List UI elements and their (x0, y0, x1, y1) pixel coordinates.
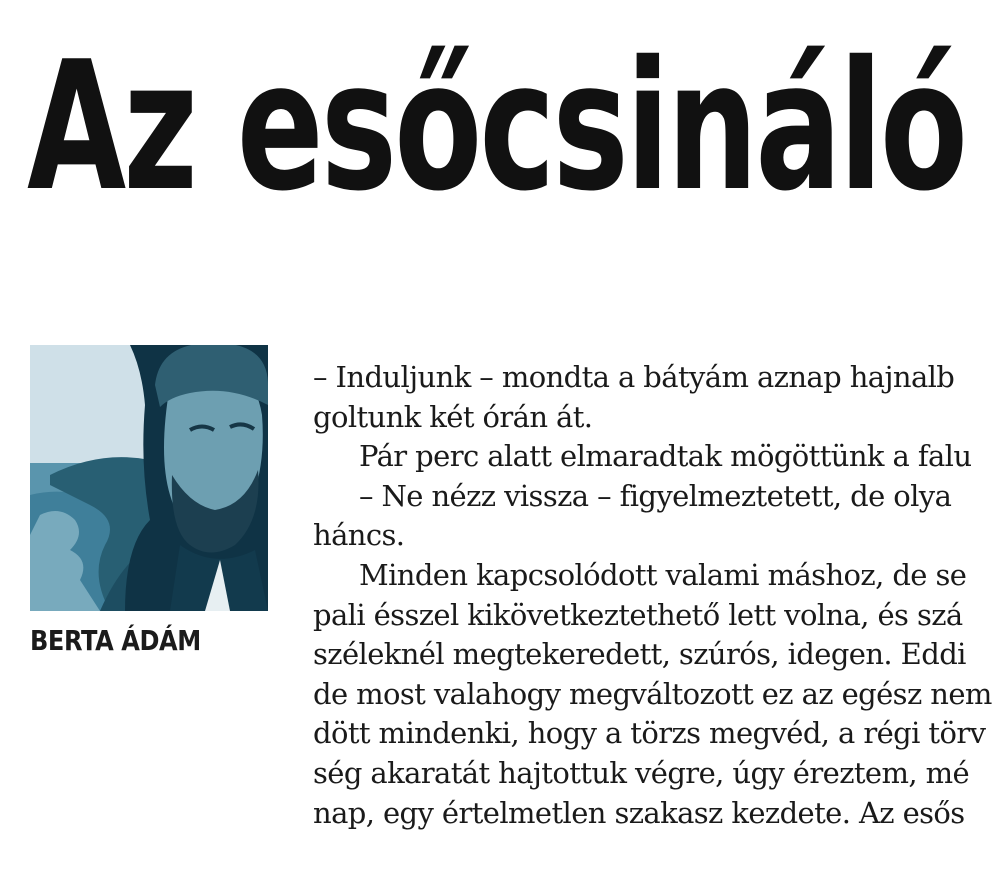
article-body (313, 358, 1000, 833)
article-line: goltunk két órán át. (313, 399, 593, 434)
headline: Az esőcsináló (27, 23, 966, 230)
article-line: háncs. (313, 518, 405, 553)
article-line: – Ne nézz vissza – figyelmeztetett, de olya (359, 478, 952, 513)
article-line: pali ésszel kikövetkeztethető lett volna, és szá (313, 597, 963, 632)
article-line: – Induljunk – mondta a bátyám aznap hajnalb (313, 360, 955, 394)
author-photo (30, 345, 268, 611)
article-line: de most valahogy megváltozott ez az egész nem (313, 676, 992, 711)
article-line: Pár perc alatt elmaradtak mögöttünk a falu (359, 439, 972, 474)
author-name: BERTA ÁDÁM (30, 624, 201, 657)
article-line: Minden kapcsolódott valami máshoz, de se (359, 557, 967, 592)
article-line: széleknél megtekeredett, szúrós, idegen. Eddi (313, 637, 966, 672)
article-line: nap, egy értelmetlen szakasz kezdete. Az esős (313, 795, 965, 830)
article-line: dött mindenki, hogy a törzs megvéd, a régi törv (313, 716, 986, 751)
article-line: ség akaratát hajtottuk végre, úgy éreztem, mé (313, 755, 970, 790)
